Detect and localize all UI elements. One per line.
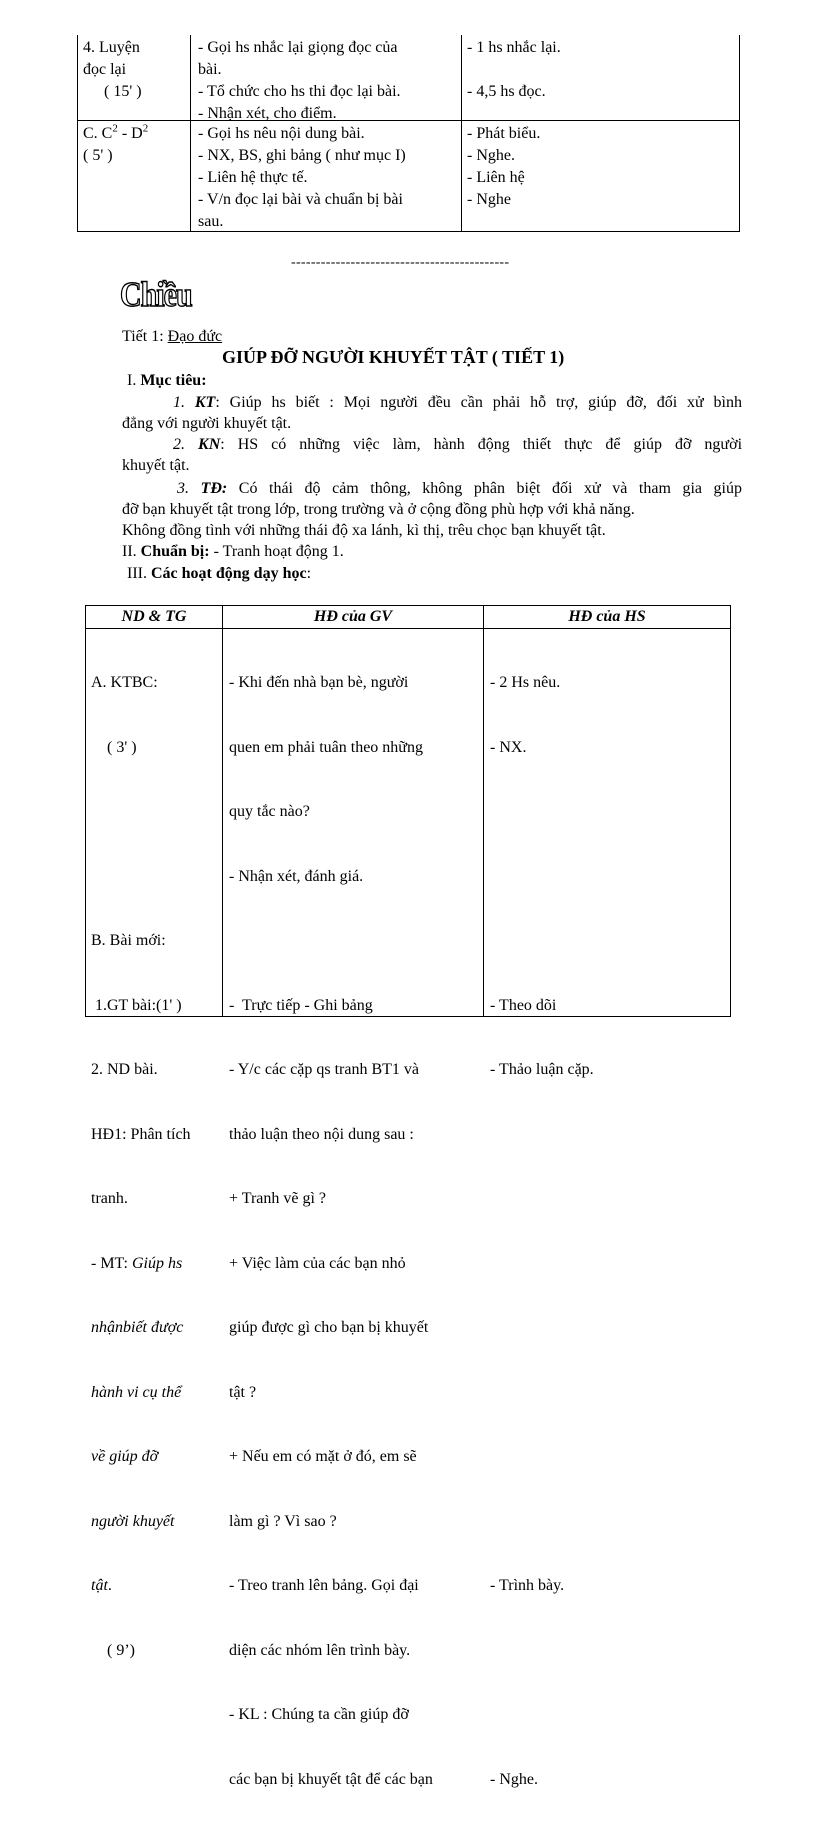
cell-line: làm gì ? Vì sao ?	[229, 1512, 337, 1530]
cell-line: - NX, BS, ghi bảng ( như mục I)	[198, 147, 406, 164]
row-divider	[78, 120, 739, 121]
cell-line: - 4,5 hs đọc.	[467, 83, 546, 100]
cell-line: - Liên hệ	[467, 169, 525, 186]
cell-line: ( 5' )	[83, 147, 113, 164]
table-row-2-content-cell	[83, 123, 148, 167]
cell-line: sau.	[198, 213, 224, 230]
activities-table	[85, 605, 731, 1788]
cell-line: + Nếu em có mặt ở đó, em sẽ	[229, 1448, 417, 1465]
cell-line: HĐ1: Phân tích	[91, 1125, 191, 1143]
cell-line: - Nhận xét, cho điểm.	[198, 105, 337, 122]
section-objectives-heading: I. Mục tiêu:	[127, 372, 207, 389]
cell-line: - Treo tranh lên bảng. Gọi đại	[229, 1577, 419, 1594]
table-row-1-teacher-cell	[198, 37, 401, 125]
cell-line: tật ?	[229, 1383, 257, 1401]
cell-line: về giúp đỡ	[91, 1448, 159, 1465]
cell-line: người khuyết	[91, 1512, 175, 1530]
cell-line: hành vi cụ thể	[91, 1383, 182, 1401]
cell-line: - Tổ chức cho hs thi đọc lại bài.	[198, 83, 401, 100]
cell-line: - Khi đến nhà bạn bè, người	[229, 674, 409, 691]
cell-line: ( 9’)	[91, 1641, 135, 1659]
cell-line: - Nhận xét, đánh giá.	[229, 867, 364, 885]
cell-line: thảo luận theo nội dung sau :	[229, 1125, 414, 1143]
cell-line: - Nghe.	[490, 1770, 538, 1788]
cell-line: nhậnbiết được	[91, 1319, 184, 1336]
cell-line: - Theo dõi	[490, 996, 557, 1014]
cell-line: - Liên hệ thực tế.	[198, 169, 308, 186]
cell-line: đọc lại	[83, 61, 127, 78]
objective-skills-cont: khuyết tật.	[122, 457, 190, 474]
section-activities-heading: III. Các hoạt động dạy học:	[127, 565, 312, 582]
period-label: Tiết 1:	[122, 328, 168, 345]
cell-line: - KL : Chúng ta cần giúp đỡ	[229, 1706, 409, 1723]
objective-attitude-cont-2: Không đồng tình với những thái độ xa lánh, kì thị, trêu chọc bạn khuyết tật.	[122, 522, 606, 539]
cell-line: - Nghe.	[467, 147, 515, 164]
cell-line: B. Bài mới:	[91, 932, 166, 949]
section-preparation: II. Chuẩn bị: - Tranh hoạt động 1.	[122, 543, 344, 560]
column-divider	[483, 606, 484, 1016]
cell-line: - Trình bày.	[490, 1577, 565, 1594]
cell-line: - V/n đọc lại bài và chuẩn bị bài	[198, 191, 403, 208]
table-row-2-teacher-cell	[198, 123, 406, 233]
lesson-title: GIÚP ĐỠ NGƯỜI KHUYẾT TẬT ( TIẾT 1)	[222, 347, 565, 367]
cell-line: 1.GT bài:(1' )	[91, 996, 182, 1014]
cell-line: - Nghe	[467, 191, 511, 208]
cell-line: 2. ND bài.	[91, 1061, 158, 1078]
objective-attitude-cont: đỡ bạn khuyết tật trong lớp, trong trường và ở cộng đồng phù hợp với khả năng.	[122, 501, 635, 518]
section-divider: --------------------------------------------	[291, 255, 510, 270]
column-divider	[461, 35, 462, 231]
cell-line: + Tranh vẽ gì ?	[229, 1190, 327, 1207]
cell-line: - Y/c các cặp qs tranh BT1 và	[229, 1061, 419, 1078]
cell-line: tranh.	[91, 1190, 128, 1207]
header-content-time: ND & TG	[121, 608, 187, 625]
header-teacher-activity: HĐ của GV	[313, 608, 393, 625]
header-student-activity: HĐ của HS	[568, 608, 646, 625]
activities-table-continued	[77, 35, 740, 232]
cell-line: - Trực tiếp - Ghi bảng	[229, 996, 373, 1014]
cell-line: quy tắc nào?	[229, 803, 310, 820]
cell-line: - Phát biểu.	[467, 125, 541, 142]
cell-line: - Gọi hs nêu nội dung bài.	[198, 125, 365, 142]
cell-line: ( 3' )	[91, 738, 137, 756]
cell-line: ( 15' )	[104, 83, 142, 100]
cell-line: C. $C^2 - D^2$	[83, 122, 149, 142]
table-row-2-student-cell	[467, 123, 540, 211]
cell-line: + Việc làm của các bạn nhỏ	[229, 1254, 406, 1272]
cell-line: - 1 hs nhắc lại.	[467, 39, 561, 56]
column-divider	[190, 35, 191, 231]
cell-line: - Gọi hs nhắc lại giọng đọc của	[198, 39, 398, 56]
cell-line: A. KTBC:	[91, 674, 158, 691]
cell-line: 4. Luyện	[83, 39, 140, 56]
period-line	[122, 326, 222, 348]
objective-attitude: 3. TĐ: Có thái độ cảm thông, không phân biệt đối xử và tham gia giúp	[177, 480, 743, 497]
cell-line: tật.	[91, 1577, 112, 1594]
column-divider	[222, 606, 223, 1016]
cell-line: giúp được gì cho bạn bị khuyết	[229, 1319, 429, 1336]
cell-line: - 2 Hs nêu.	[490, 674, 561, 691]
cell-line: bài.	[198, 61, 222, 78]
cell-line: các bạn bị khuyết tật để các bạn	[229, 1770, 433, 1788]
objective-knowledge-cont: đẳng với người khuyết tật.	[122, 415, 292, 432]
teacher-activity-column	[229, 629, 433, 1833]
table-row-1-student-cell	[467, 37, 561, 103]
cell-line: - MT: Giúp hs	[91, 1254, 183, 1272]
cell-line: - NX.	[490, 738, 527, 756]
cell-line: diện các nhóm lên trình bày.	[229, 1641, 411, 1659]
student-activity-column	[490, 629, 594, 1833]
table-row-1-content-cell	[83, 37, 142, 103]
cell-line: quen em phải tuân theo những	[229, 738, 423, 756]
subject-name: Đạo đức	[167, 328, 223, 345]
session-title: Chiều	[120, 276, 192, 314]
cell-line: - Thảo luận cặp.	[490, 1061, 594, 1078]
content-time-column	[91, 629, 191, 1704]
objective-skills: 2. KN: HS có những việc làm, hành động thiết thực để giúp đỡ người	[173, 436, 743, 453]
objective-knowledge: 1. KT: Giúp hs biết : Mọi người đều cần phải hỗ trợ, giúp đỡ, đối xử bình	[173, 394, 743, 411]
